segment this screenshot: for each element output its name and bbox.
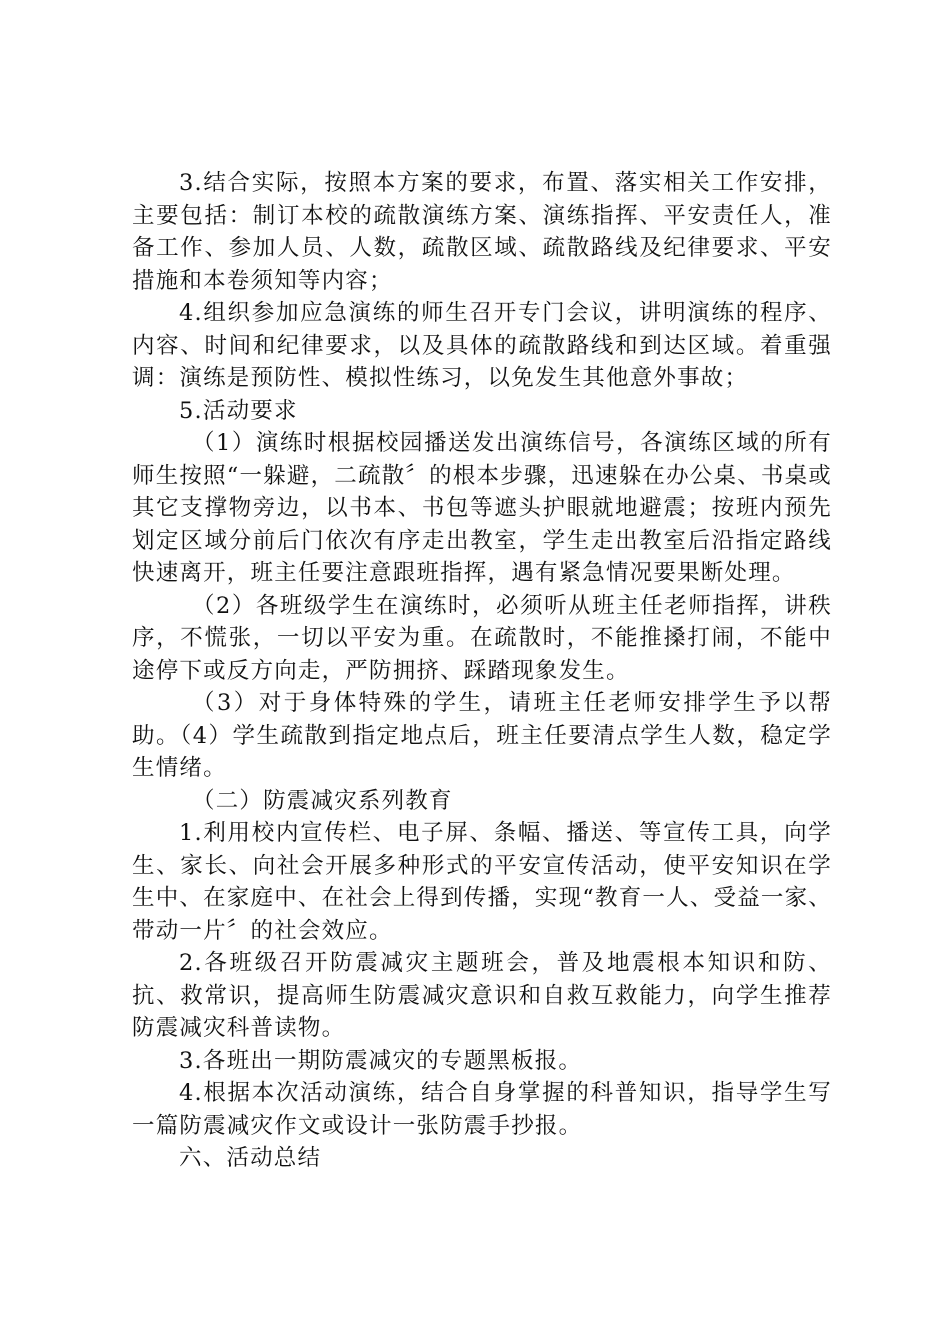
paragraph-education-2: 2.各班级召开防震减灾主题班会，普及地震根本知识和防、抗、救常识，提高师生防震减灾意识和自救互救能力，向学生推荐防震减灾科普读物。 <box>132 950 832 1041</box>
paragraph-item-4: 4.组织参加应急演练的师生召开专门会议，讲明演练的程序、内容、时间和纪律要求，以及具体的疏散路线和到达区域。着重强调：演练是预防性、模拟性练习，以免发生其他意外事故； <box>132 300 832 391</box>
paragraph-requirement-1: （1）演练时根据校园播送发出演练信号，各演练区域的所有师生按照“一躲避，二疏散〞的根本步骤，迅速躲在办公桌、书桌或其它支撑物旁边，以书本、书包等遮头护眼就地避震；按班内预先划定区域分前后门依次有序走出教室，学生走出教室后沿指定路线快速离开，班主任要注意跟班指挥，遇有紧急情况要果断处理。 <box>132 430 833 586</box>
paragraph-requirement-2: （2）各班级学生在演练时，必须听从班主任老师指挥，讲秩序，不慌张，一切以平安为重。在疏散时，不能推搡打闹，不能中途停下或反方向走，严防拥挤、踩踏现象发生。 <box>132 592 832 684</box>
document-body <box>132 167 832 1175</box>
paragraph-education-4: 4.根据本次活动演练，结合自身掌握的科普知识，指导学生写一篇防震减灾作文或设计一张防震手抄报。 <box>132 1080 832 1139</box>
section-heading-education: （二）防震减灾系列教育 <box>192 787 453 814</box>
section-heading-summary: 六、活动总结 <box>179 1145 322 1171</box>
paragraph-education-1: 1.利用校内宣传栏、电子屏、条幅、播送、等宣传工具，向学生、家长、向社会开展多种形式的平安宣传活动，使平安知识在学生中、在家庭中、在社会上得到传播，实现“教育一人、受益一家、带动一片〞的社会效应。 <box>132 820 833 944</box>
paragraph-requirement-3-4: （3）对于身体特殊的学生，请班主任老师安排学生予以帮助。（4）学生疏散到指定地点后，班主任要清点学生人数，稳定学生情绪。 <box>132 690 832 781</box>
paragraph-education-3: 3.各班出一期防震减灾的专题黑板报。 <box>179 1047 583 1074</box>
paragraph-item-3: 3.结合实际，按照本方案的要求，布置、落实相关工作安排，主要包括：制订本校的疏散演练方案、演练指挥、平安责任人，准备工作、参加人员、人数，疏散区域、疏散路线及纪律要求、平安措施和本卷须知等内容； <box>132 170 832 294</box>
paragraph-activity-requirements: 5.活动要求 <box>179 397 298 424</box>
